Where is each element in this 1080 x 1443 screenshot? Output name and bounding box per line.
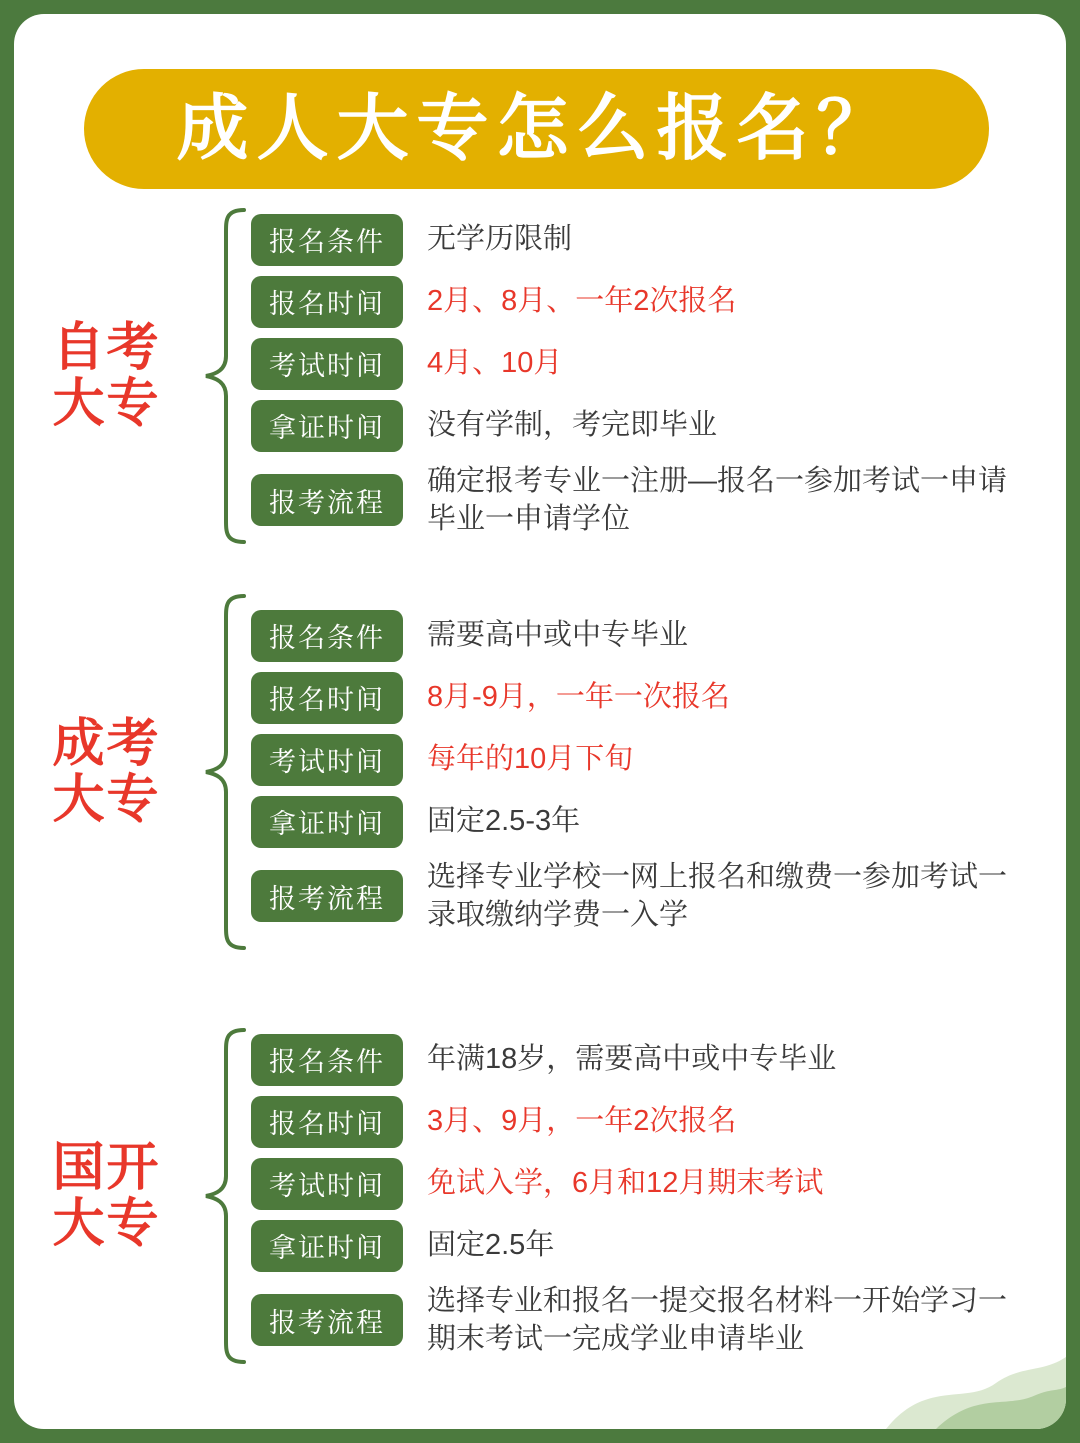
page-title: 成人大专怎么报名？ <box>176 89 897 169</box>
group-label-line1: 自考 <box>52 318 161 377</box>
row-chip: 考试时间 <box>251 1158 403 1210</box>
row-chip: 报考流程 <box>251 1294 403 1346</box>
row-chip: 考试时间 <box>251 734 403 786</box>
table-row <box>251 734 1066 786</box>
group-guokai <box>14 1026 1066 1366</box>
row-value: 4月、10月 <box>427 347 563 380</box>
table-row <box>251 338 1066 390</box>
group-label-line2: 大专 <box>52 1195 161 1253</box>
table-row <box>251 1220 1066 1272</box>
table-row <box>251 858 1066 935</box>
row-chip: 报考流程 <box>251 870 403 922</box>
table-row <box>251 1096 1066 1148</box>
row-chip: 报名条件 <box>251 1034 403 1086</box>
row-value: 每年的10月下旬 <box>427 743 634 776</box>
row-chip: 报名时间 <box>251 1096 403 1148</box>
group-label-chengkao <box>14 716 199 828</box>
row-chip: 报名条件 <box>251 214 403 266</box>
row-value: 2月、8月、一年2次报名 <box>427 285 737 318</box>
row-chip: 拿证时间 <box>251 1220 403 1272</box>
row-chip: 报名时间 <box>251 276 403 328</box>
group-label-line1: 国开 <box>52 1138 161 1197</box>
row-value: 需要高中或中专毕业 <box>427 619 689 652</box>
table-row <box>251 1034 1066 1086</box>
table-row <box>251 1282 1066 1359</box>
poster-inner <box>14 14 1066 1429</box>
row-value: 选择专业学校一网上报名和缴费一参加考试一录取缴纳学费一入学 <box>427 860 1008 931</box>
table-row <box>251 214 1066 266</box>
row-value: 年满18岁，需要高中或中专毕业 <box>427 1043 837 1076</box>
table-row <box>251 1158 1066 1210</box>
rows-chengkao <box>251 605 1066 940</box>
brace-icon <box>199 206 251 546</box>
row-value: 固定2.5年 <box>427 1229 555 1262</box>
row-value: 无学历限制 <box>427 223 573 256</box>
rows-zikao <box>251 209 1066 544</box>
row-value: 固定2.5-3年 <box>427 805 581 838</box>
group-label-line1: 成考 <box>52 714 161 773</box>
row-value: 选择专业和报名一提交报名材料一开始学习一期末考试一完成学业申请毕业 <box>427 1284 1008 1355</box>
row-chip: 报名条件 <box>251 610 403 662</box>
table-row <box>251 400 1066 452</box>
title-banner <box>84 69 989 189</box>
table-row <box>251 462 1066 539</box>
group-label-guokai <box>14 1140 199 1252</box>
group-label-line2: 大专 <box>52 771 161 829</box>
table-row <box>251 672 1066 724</box>
group-chengkao <box>14 592 1066 952</box>
row-chip: 拿证时间 <box>251 400 403 452</box>
row-value: 免试入学，6月和12月期末考试 <box>427 1167 824 1200</box>
group-zikao <box>14 206 1066 546</box>
row-chip: 报名时间 <box>251 672 403 724</box>
row-value: 没有学制，考完即毕业 <box>427 409 718 442</box>
row-value: 确定报考专业一注册—报名一参加考试一申请毕业一申请学位 <box>427 464 1008 535</box>
group-label-zikao <box>14 320 199 432</box>
row-chip: 考试时间 <box>251 338 403 390</box>
table-row <box>251 796 1066 848</box>
row-value: 3月、9月，一年2次报名 <box>427 1105 737 1138</box>
table-row <box>251 276 1066 328</box>
brace-icon <box>199 592 251 952</box>
row-value: 8月-9月，一年一次报名 <box>427 681 730 714</box>
row-chip: 报考流程 <box>251 474 403 526</box>
table-row <box>251 610 1066 662</box>
row-chip: 拿证时间 <box>251 796 403 848</box>
rows-guokai <box>251 1029 1066 1364</box>
group-label-line2: 大专 <box>52 375 161 433</box>
brace-icon <box>199 1026 251 1366</box>
